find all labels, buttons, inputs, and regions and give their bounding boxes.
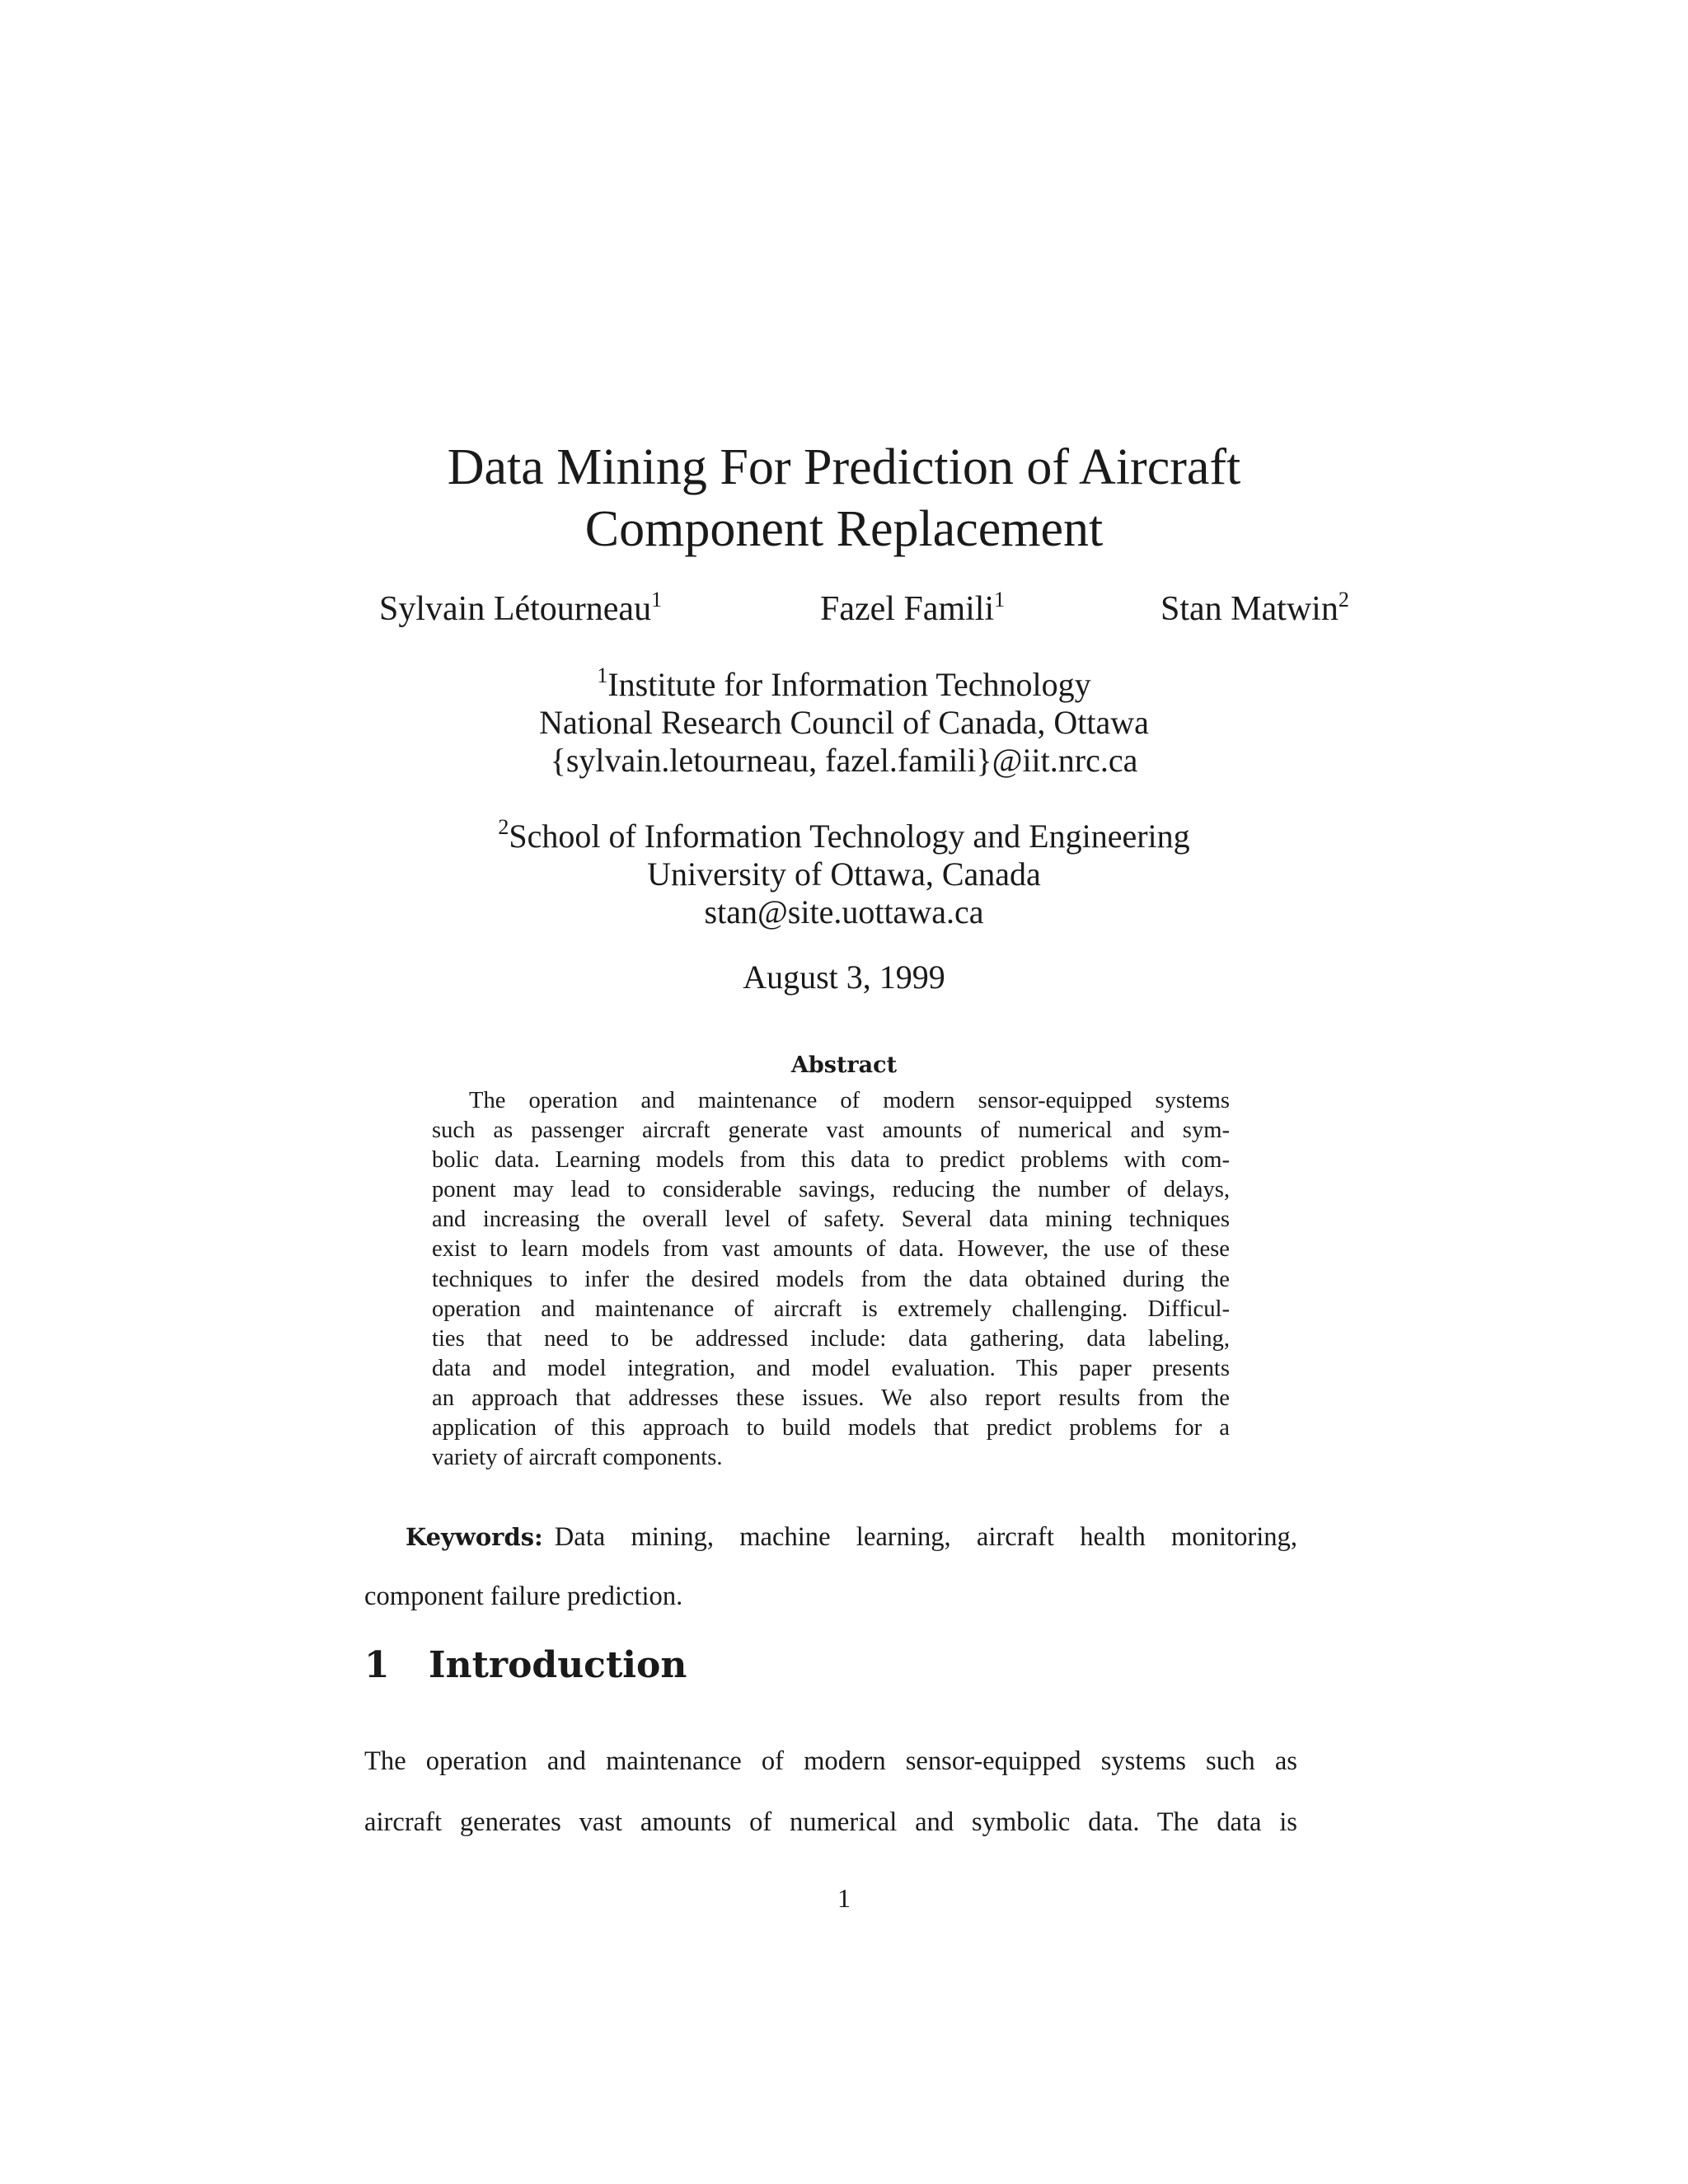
- abstract-line: variety of aircraft components.: [432, 1445, 723, 1471]
- abstract-heading: Abstract: [790, 1052, 898, 1078]
- abstract-line: operation and maintenance of aircraft is extremely challenging. Difficul-: [432, 1296, 1230, 1322]
- affiliation: [0, 663, 1688, 780]
- abstract-line: techniques to infer the desired models from the data obtained during the: [432, 1266, 1230, 1292]
- keywords-line: [364, 1507, 1297, 1567]
- section-number: 1: [364, 1644, 390, 1686]
- paper-title: [0, 437, 1688, 560]
- keywords-line: component failure prediction.: [364, 1582, 683, 1611]
- keywords-text: Data mining, machine learning, aircraft health monitoring,: [554, 1522, 1297, 1552]
- affiliation-email: stan@site.uottawa.ca: [704, 893, 984, 930]
- author-name: Sylvain Létourneau: [379, 590, 652, 628]
- page-number: 1: [837, 1883, 851, 1913]
- affiliation-institute: Institute for Information Technology: [607, 666, 1091, 703]
- abstract-line: ties that need to be addressed include: data gathering, data labeling,: [432, 1325, 1230, 1352]
- affiliation-mark: 2: [498, 815, 509, 839]
- section-title: Introduction: [429, 1644, 687, 1686]
- abstract-line: and increasing the overall level of safety. Several data mining techniques: [432, 1207, 1230, 1233]
- affiliation-mark: 1: [651, 588, 663, 612]
- author: [379, 589, 662, 629]
- affiliation-line: [0, 815, 1688, 855]
- section-body: [364, 1731, 1297, 1853]
- publication-date: August 3, 1999: [743, 958, 945, 996]
- body-line: aircraft generates vast amounts of numerical and symbolic data. The data is: [364, 1807, 1297, 1837]
- abstract-line: application of this approach to build models that predict problems for a: [432, 1415, 1230, 1441]
- abstract-line: data and model integration, and model evaluation. This paper presents: [432, 1355, 1230, 1381]
- title-line: Data Mining For Prediction of Aircraft: [447, 439, 1241, 495]
- abstract-line: ponent may lead to considerable savings, reducing the number of delays,: [432, 1177, 1230, 1203]
- section-heading: [364, 1644, 687, 1686]
- affiliation-mark: 2: [1338, 588, 1349, 612]
- author-name: Stan Matwin: [1160, 590, 1339, 628]
- keywords: [364, 1507, 1297, 1626]
- title-line: Component Replacement: [584, 501, 1104, 557]
- affiliation-line: National Research Council of Canada, Ottawa: [539, 704, 1149, 741]
- body-line: The operation and maintenance of modern sensor-equipped systems such as: [364, 1746, 1297, 1776]
- affiliation-institute: School of Information Technology and Engineering: [509, 818, 1190, 855]
- affiliation-email: {sylvain.letourneau, fazel.famili}@iit.nrc.ca: [550, 742, 1138, 779]
- author: [1160, 589, 1349, 629]
- affiliation-mark: 1: [597, 663, 608, 687]
- affiliation-line: University of Ottawa, Canada: [647, 855, 1041, 893]
- abstract-body: [432, 1086, 1230, 1473]
- abstract-line: such as passenger aircraft generate vast amounts of numerical and sym-: [432, 1118, 1230, 1144]
- author-name: Fazel Famili: [820, 590, 995, 628]
- abstract-line: bolic data. Learning models from this data to predict problems with com-: [432, 1147, 1230, 1174]
- author: [820, 589, 1005, 629]
- affiliation-mark: 1: [994, 588, 1006, 612]
- affiliation: [0, 815, 1688, 931]
- abstract-line: The operation and maintenance of modern sensor-equipped systems: [469, 1088, 1230, 1113]
- affiliation-line: [0, 663, 1688, 704]
- abstract-line: an approach that addresses these issues. We also report results from the: [432, 1385, 1230, 1411]
- abstract-line: exist to learn models from vast amounts of data. However, the use of these: [432, 1236, 1230, 1263]
- keywords-label: Keywords:: [406, 1523, 543, 1551]
- author-list: [0, 589, 1688, 639]
